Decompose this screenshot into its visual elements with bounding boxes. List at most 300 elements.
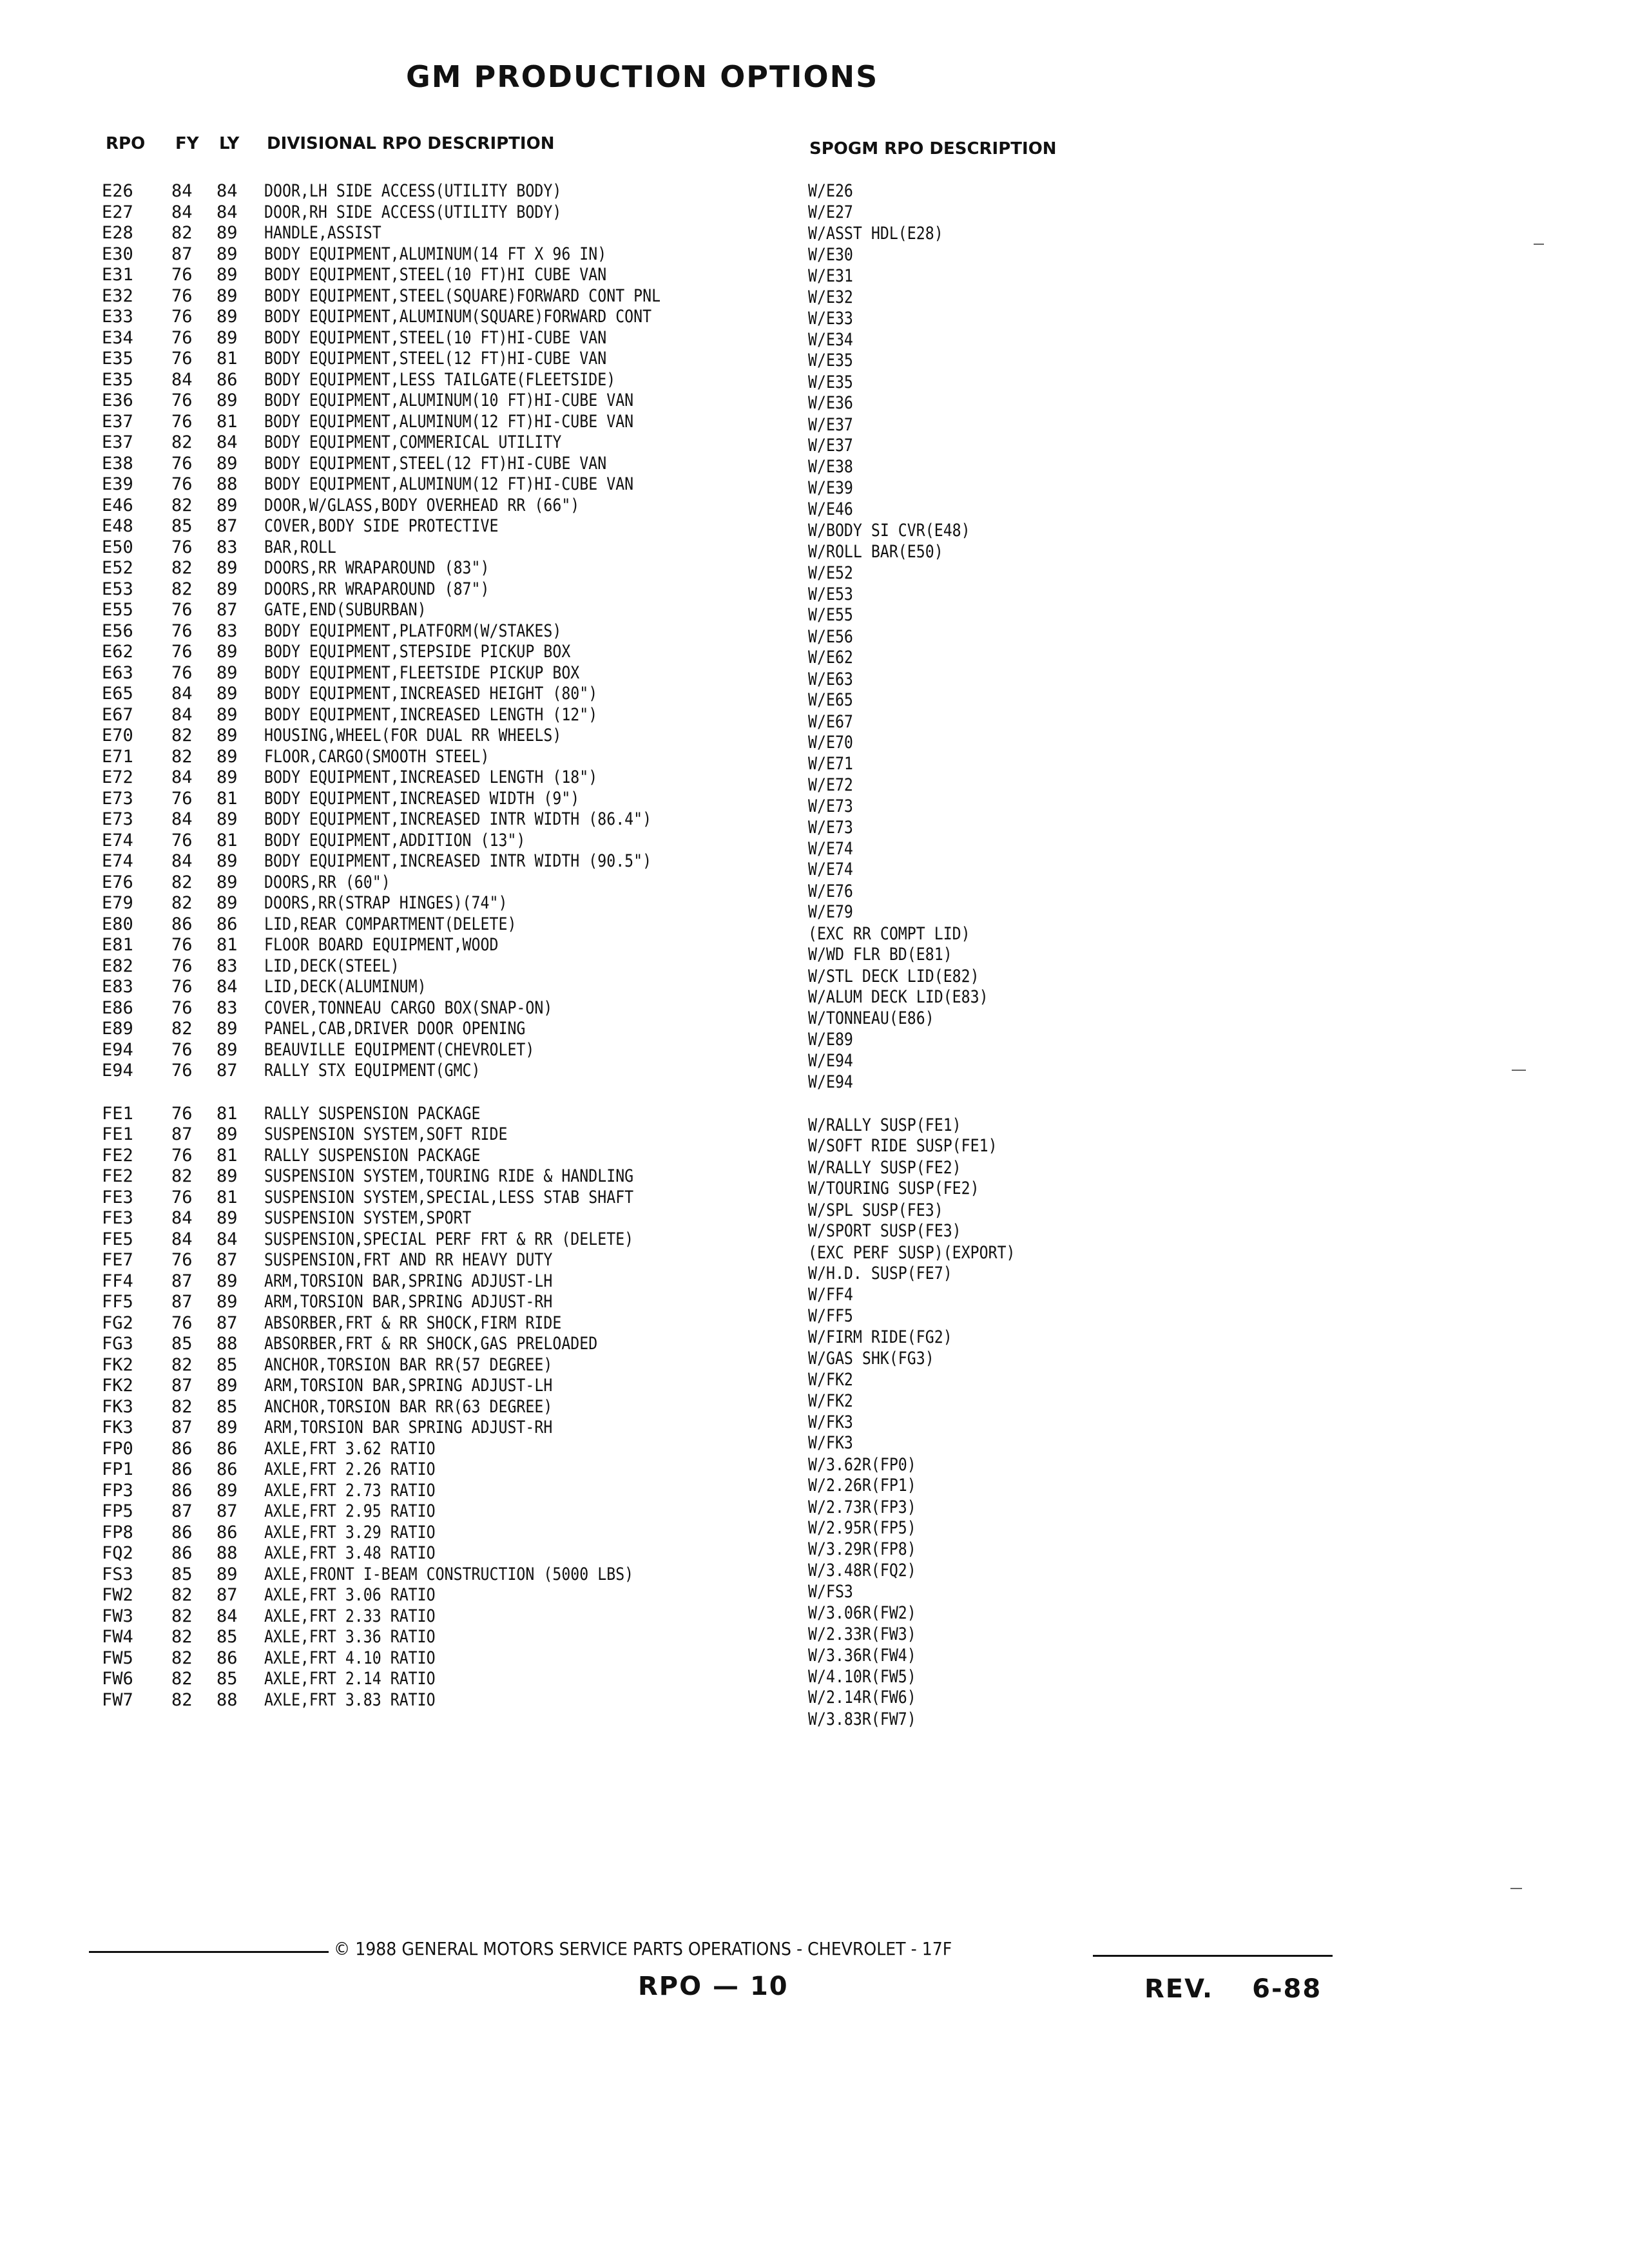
rpo-code: E86 [102, 998, 133, 1018]
spogm-description: W/E76 [808, 881, 853, 901]
first-year: 76 [171, 349, 193, 369]
first-year: 84 [171, 1229, 193, 1249]
divisional-description: BODY EQUIPMENT,INCREASED LENGTH (12") [264, 705, 598, 725]
last-year: 87 [217, 1585, 238, 1605]
spogm-description: W/E33 [808, 309, 853, 329]
spogm-description: W/E79 [808, 902, 853, 922]
spogm-description: W/2.26R(FP1) [808, 1475, 916, 1495]
first-year: 84 [171, 181, 193, 201]
first-year: 76 [171, 1250, 193, 1270]
divisional-description: BODY EQUIPMENT,STEEL(10 FT)HI CUBE VAN [264, 265, 607, 285]
rpo-code: FF4 [102, 1271, 133, 1291]
rpo-code: FP0 [102, 1439, 133, 1459]
divisional-description: DOOR,W/GLASS,BODY OVERHEAD RR (66") [264, 495, 580, 515]
last-year: 86 [217, 1439, 238, 1459]
rpo-code: FW3 [102, 1606, 133, 1626]
last-year: 86 [217, 1523, 238, 1542]
spogm-description: W/2.14R(FW6) [808, 1687, 916, 1707]
spogm-description: W/3.29R(FP8) [808, 1539, 916, 1559]
spogm-description: W/FF5 [808, 1306, 853, 1326]
last-year: 84 [217, 1606, 238, 1626]
scan-mark [1534, 244, 1544, 245]
table-row [0, 851, 1629, 879]
table-row [0, 579, 1629, 604]
spogm-description: W/E63 [808, 669, 853, 689]
divisional-description: BODY EQUIPMENT,INCREASED WIDTH (9") [264, 789, 580, 809]
table-row [0, 935, 1629, 965]
spogm-description: W/E27 [808, 202, 853, 222]
spogm-description: W/3.48R(FQ2) [808, 1561, 916, 1581]
last-year: 89 [217, 872, 238, 892]
divisional-description: GATE,END(SUBURBAN) [264, 600, 427, 620]
rpo-code: E37 [102, 432, 133, 452]
divisional-description: LID,DECK(ALUMINUM) [264, 977, 427, 997]
rpo-code: FE1 [102, 1124, 133, 1144]
last-year: 85 [217, 1627, 238, 1647]
first-year: 76 [171, 390, 193, 410]
first-year: 76 [171, 642, 193, 662]
rpo-code: E31 [102, 265, 133, 285]
rpo-code: E65 [102, 684, 133, 704]
first-year: 82 [171, 726, 193, 745]
table-row [0, 789, 1629, 816]
spogm-description: W/2.73R(FP3) [808, 1497, 916, 1517]
first-year: 76 [171, 1187, 193, 1207]
rpo-code: FQ2 [102, 1543, 133, 1563]
spogm-description: W/3.06R(FW2) [808, 1603, 916, 1623]
divisional-description: LID,DECK(STEEL) [264, 956, 400, 976]
divisional-description: ANCHOR,TORSION BAR RR(57 DEGREE) [264, 1355, 553, 1375]
table-row [0, 809, 1629, 838]
divisional-description: AXLE,FRT 4.10 RATIO [264, 1648, 436, 1668]
rpo-code: E28 [102, 223, 133, 243]
spogm-description: W/FIRM RIDE(FG2) [808, 1327, 952, 1347]
first-year: 82 [171, 1606, 193, 1626]
divisional-description: BODY EQUIPMENT,STEEL(SQUARE)FORWARD CONT PNL [264, 286, 661, 306]
first-year: 82 [171, 558, 193, 578]
last-year: 89 [217, 1019, 238, 1039]
last-year: 89 [217, 558, 238, 578]
spogm-description: W/E73 [808, 796, 853, 816]
last-year: 85 [217, 1397, 238, 1417]
first-year: 76 [171, 1313, 193, 1333]
spogm-description: W/H.D. SUSP(FE7) [808, 1264, 952, 1283]
first-year: 82 [171, 1669, 193, 1689]
first-year: 87 [171, 1418, 193, 1437]
divisional-description: BODY EQUIPMENT,ALUMINUM(12 FT)HI-CUBE VAN [264, 474, 634, 494]
divisional-description: DOORS,RR(STRAP HINGES)(74") [264, 893, 508, 913]
last-year: 89 [217, 684, 238, 704]
table-row [0, 349, 1629, 370]
spogm-description: W/WD FLR BD(E81) [808, 945, 952, 965]
divisional-description: BODY EQUIPMENT,COMMERICAL UTILITY [264, 432, 562, 452]
first-year: 76 [171, 998, 193, 1018]
spogm-description: W/STL DECK LID(E82) [808, 966, 979, 986]
rpo-code: E39 [102, 474, 133, 494]
first-year: 82 [171, 495, 193, 515]
rpo-code: FS3 [102, 1564, 133, 1584]
rpo-code: FK2 [102, 1376, 133, 1396]
last-year: 86 [217, 370, 238, 390]
rpo-code: E46 [102, 495, 133, 515]
first-year: 84 [171, 767, 193, 787]
spogm-description: W/ALUM DECK LID(E83) [808, 987, 988, 1007]
last-year: 89 [217, 705, 238, 725]
rpo-code: E71 [102, 747, 133, 767]
last-year: 89 [217, 1166, 238, 1186]
rpo-code: FP3 [102, 1481, 133, 1501]
last-year: 89 [217, 390, 238, 410]
first-year: 86 [171, 1439, 193, 1459]
first-year: 76 [171, 600, 193, 620]
last-year: 87 [217, 1313, 238, 1333]
rpo-code: E35 [102, 349, 133, 369]
rpo-code: E50 [102, 537, 133, 557]
last-year: 87 [217, 600, 238, 620]
spogm-description: W/E37 [808, 436, 853, 456]
last-year: 87 [217, 1250, 238, 1270]
spogm-description: W/E35 [808, 351, 853, 370]
divisional-description: DOORS,RR (60") [264, 872, 390, 892]
divisional-description: ABSORBER,FRT & RR SHOCK,FIRM RIDE [264, 1313, 562, 1333]
last-year: 89 [217, 726, 238, 745]
spogm-description: W/E38 [808, 457, 853, 477]
last-year: 89 [217, 1208, 238, 1228]
rpo-code: FK2 [102, 1355, 133, 1375]
table-row [0, 370, 1629, 391]
spogm-description: W/3.36R(FW4) [808, 1646, 916, 1666]
table-row [0, 600, 1629, 625]
divisional-description: DOORS,RR WRAPAROUND (87") [264, 579, 490, 599]
table-row [0, 998, 1629, 1028]
first-year: 76 [171, 789, 193, 809]
first-year: 76 [171, 1061, 193, 1081]
table-row [0, 245, 1629, 265]
divisional-description: AXLE,FRT 3.62 RATIO [264, 1439, 436, 1459]
last-year: 89 [217, 265, 238, 285]
column-header-fy: FY [175, 134, 199, 153]
divisional-description: BODY EQUIPMENT,PLATFORM(W/STAKES) [264, 621, 562, 641]
divisional-description: COVER,TONNEAU CARGO BOX(SNAP-ON) [264, 998, 553, 1018]
divisional-description: AXLE,FRT 2.73 RATIO [264, 1481, 436, 1501]
spogm-description: W/3.62R(FP0) [808, 1455, 916, 1475]
first-year: 76 [171, 1146, 193, 1166]
first-year: 76 [171, 831, 193, 850]
divisional-description: BODY EQUIPMENT,INCREASED LENGTH (18") [264, 767, 598, 787]
first-year: 84 [171, 809, 193, 829]
rpo-code: FE5 [102, 1229, 133, 1249]
divisional-description: BODY EQUIPMENT,ALUMINUM(14 FT X 96 IN) [264, 244, 607, 264]
first-year: 87 [171, 244, 193, 264]
rpo-code: E94 [102, 1061, 133, 1081]
divisional-description: SUSPENSION,FRT AND RR HEAVY DUTY [264, 1250, 553, 1270]
last-year: 89 [217, 893, 238, 913]
divisional-description: BODY EQUIPMENT,ADDITION (13") [264, 831, 526, 850]
rpo-code: E62 [102, 642, 133, 662]
last-year: 81 [217, 935, 238, 955]
spogm-description: W/SPL SUSP(FE3) [808, 1200, 943, 1220]
last-year: 87 [217, 1061, 238, 1081]
divisional-description: BEAUVILLE EQUIPMENT(CHEVROLET) [264, 1040, 535, 1060]
last-year: 89 [217, 1481, 238, 1501]
page-number: RPO — 10 [638, 1972, 789, 2001]
divisional-description: BAR,ROLL [264, 537, 336, 557]
rpo-code: E33 [102, 307, 133, 327]
scan-mark [1512, 1070, 1526, 1071]
first-year: 82 [171, 1627, 193, 1647]
rpo-code: E32 [102, 286, 133, 306]
revision-block [1144, 1974, 1322, 2004]
divisional-description: AXLE,FRT 3.36 RATIO [264, 1627, 436, 1647]
rpo-code: E83 [102, 977, 133, 997]
divisional-description: BODY EQUIPMENT,ALUMINUM(12 FT)HI-CUBE VAN [264, 412, 634, 432]
spogm-description: W/TONNEAU(E86) [808, 1008, 934, 1028]
spogm-description: W/FS3 [808, 1582, 853, 1602]
column-header-ly: LY [219, 134, 240, 153]
column-header-rpo: RPO [106, 134, 146, 153]
last-year: 85 [217, 1355, 238, 1375]
rpo-code: E72 [102, 767, 133, 787]
rpo-code: E74 [102, 831, 133, 850]
table-row [0, 1690, 1629, 1729]
first-year: 84 [171, 851, 193, 871]
divisional-description: DOOR,LH SIDE ACCESS(UTILITY BODY) [264, 181, 562, 201]
last-year: 89 [217, 223, 238, 243]
last-year: 89 [217, 1292, 238, 1312]
rpo-code: E38 [102, 454, 133, 474]
rpo-code: E73 [102, 789, 133, 809]
first-year: 82 [171, 893, 193, 913]
last-year: 89 [217, 579, 238, 599]
last-year: 81 [217, 789, 238, 809]
last-year: 83 [217, 956, 238, 976]
first-year: 87 [171, 1271, 193, 1291]
spogm-description: W/FK3 [808, 1412, 853, 1432]
table-row [0, 203, 1629, 224]
divisional-description: AXLE,FRT 3.48 RATIO [264, 1543, 436, 1563]
rpo-code: E52 [102, 558, 133, 578]
rpo-code: E55 [102, 600, 133, 620]
last-year: 89 [217, 767, 238, 787]
spogm-description: W/E34 [808, 330, 853, 350]
spogm-description: (EXC PERF SUSP)(EXPORT) [808, 1243, 1016, 1263]
first-year: 87 [171, 1292, 193, 1312]
divisional-description: BODY EQUIPMENT,INCREASED INTR WIDTH (86.4") [264, 809, 652, 829]
rpo-code: E89 [102, 1019, 133, 1039]
rpo-code: FP8 [102, 1523, 133, 1542]
first-year: 85 [171, 1334, 193, 1354]
divisional-description: FLOOR BOARD EQUIPMENT,WOOD [264, 935, 499, 955]
table-row [0, 705, 1629, 732]
column-header-spogm-description: SPOGM RPO DESCRIPTION [809, 139, 1057, 159]
rpo-code: E26 [102, 181, 133, 201]
spogm-description: W/FK2 [808, 1370, 853, 1390]
table-row [0, 433, 1629, 454]
last-year: 81 [217, 412, 238, 432]
rpo-code: E79 [102, 893, 133, 913]
spogm-description: W/E26 [808, 181, 853, 201]
rpo-code: E76 [102, 872, 133, 892]
table-row [0, 977, 1629, 1007]
last-year: 89 [217, 1564, 238, 1584]
first-year: 82 [171, 1690, 193, 1710]
spogm-description: W/RALLY SUSP(FE1) [808, 1115, 961, 1135]
last-year: 86 [217, 1648, 238, 1668]
last-year: 81 [217, 349, 238, 369]
last-year: 89 [217, 663, 238, 683]
first-year: 82 [171, 747, 193, 767]
spogm-description: W/BODY SI CVR(E48) [808, 521, 970, 541]
divisional-description: AXLE,FRT 2.14 RATIO [264, 1669, 436, 1689]
first-year: 82 [171, 1355, 193, 1375]
spogm-description: W/TOURING SUSP(FE2) [808, 1178, 979, 1198]
first-year: 76 [171, 537, 193, 557]
spogm-description: W/SPORT SUSP(FE3) [808, 1221, 961, 1241]
rpo-code: E53 [102, 579, 133, 599]
divisional-description: AXLE,FRT 2.26 RATIO [264, 1459, 436, 1479]
table-row [0, 726, 1629, 753]
first-year: 87 [171, 1124, 193, 1144]
rpo-code: E73 [102, 809, 133, 829]
table-row [0, 767, 1629, 795]
rpo-code: FF5 [102, 1292, 133, 1312]
last-year: 88 [217, 1543, 238, 1563]
last-year: 88 [217, 474, 238, 494]
divisional-description: DOOR,RH SIDE ACCESS(UTILITY BODY) [264, 202, 562, 222]
last-year: 89 [217, 454, 238, 474]
table-row [0, 663, 1629, 689]
divisional-description: AXLE,FRT 2.95 RATIO [264, 1501, 436, 1521]
last-year: 87 [217, 1501, 238, 1521]
first-year: 84 [171, 684, 193, 704]
divisional-description: SUSPENSION SYSTEM,SOFT RIDE [264, 1124, 508, 1144]
last-year: 83 [217, 621, 238, 641]
first-year: 76 [171, 454, 193, 474]
first-year: 82 [171, 1397, 193, 1417]
first-year: 76 [171, 1040, 193, 1060]
spogm-description: W/E39 [808, 478, 853, 498]
divisional-description: SUSPENSION SYSTEM,SPECIAL,LESS STAB SHAFT [264, 1187, 634, 1207]
spogm-description: W/E31 [808, 266, 853, 286]
rpo-code: E94 [102, 1040, 133, 1060]
revision-label: REV. [1144, 1974, 1214, 2004]
divisional-description: HOUSING,WHEEL(FOR DUAL RR WHEELS) [264, 726, 562, 745]
scan-mark [1510, 1888, 1522, 1889]
spogm-description: W/E56 [808, 627, 853, 647]
last-year: 88 [217, 1334, 238, 1354]
last-year: 89 [217, 1040, 238, 1060]
last-year: 81 [217, 831, 238, 850]
first-year: 86 [171, 1459, 193, 1479]
divisional-description: BODY EQUIPMENT,ALUMINUM(SQUARE)FORWARD CONT [264, 307, 652, 327]
spogm-description: W/E74 [808, 860, 853, 879]
first-year: 76 [171, 328, 193, 348]
table-row [0, 537, 1629, 562]
rpo-code: E34 [102, 328, 133, 348]
spogm-description: W/FK2 [808, 1391, 853, 1411]
first-year: 86 [171, 1543, 193, 1563]
first-year: 84 [171, 202, 193, 222]
spogm-description: W/E62 [808, 648, 853, 668]
rpo-code: FW2 [102, 1585, 133, 1605]
spogm-description: W/E94 [808, 1072, 853, 1092]
rpo-code: FE1 [102, 1104, 133, 1124]
rpo-code: E48 [102, 516, 133, 536]
last-year: 89 [217, 286, 238, 306]
table-row [0, 872, 1629, 901]
spogm-description: W/E55 [808, 605, 853, 625]
rpo-code: E70 [102, 726, 133, 745]
first-year: 82 [171, 1648, 193, 1668]
last-year: 89 [217, 642, 238, 662]
table-row [0, 956, 1629, 986]
spogm-description: W/2.95R(FP5) [808, 1518, 916, 1538]
divisional-description: ABSORBER,FRT & RR SHOCK,GAS PRELOADED [264, 1334, 598, 1354]
table-row [0, 893, 1629, 922]
last-year: 88 [217, 1690, 238, 1710]
rpo-code: FE3 [102, 1208, 133, 1228]
divisional-description: RALLY SUSPENSION PACKAGE [264, 1104, 481, 1124]
rpo-code: E82 [102, 956, 133, 976]
first-year: 76 [171, 286, 193, 306]
spogm-description: W/E74 [808, 839, 853, 859]
table-row [0, 558, 1629, 583]
last-year: 89 [217, 328, 238, 348]
table-row [0, 516, 1629, 541]
rpo-code: FK3 [102, 1397, 133, 1417]
divisional-description: BODY EQUIPMENT,STEEL(12 FT)HI-CUBE VAN [264, 349, 607, 369]
spogm-description: W/E52 [808, 563, 853, 583]
first-year: 85 [171, 1564, 193, 1584]
last-year: 87 [217, 516, 238, 536]
footer-copyright: © 1988 GENERAL MOTORS SERVICE PARTS OPERATIONS - CHEVROLET - 17F [334, 1938, 952, 1959]
first-year: 82 [171, 579, 193, 599]
spogm-description: W/3.83R(FW7) [808, 1709, 916, 1729]
rpo-code: FE7 [102, 1250, 133, 1270]
last-year: 89 [217, 1376, 238, 1396]
spogm-description: (EXC RR COMPT LID) [808, 924, 970, 944]
divisional-description: ANCHOR,TORSION BAR RR(63 DEGREE) [264, 1397, 553, 1417]
last-year: 84 [217, 432, 238, 452]
last-year: 89 [217, 1418, 238, 1437]
divisional-description: AXLE,FRT 3.83 RATIO [264, 1690, 436, 1710]
rpo-code: FP5 [102, 1501, 133, 1521]
last-year: 89 [217, 495, 238, 515]
divisional-description: ARM,TORSION BAR,SPRING ADJUST-LH [264, 1376, 553, 1396]
first-year: 82 [171, 872, 193, 892]
table-row [0, 287, 1629, 307]
rpo-code: FG2 [102, 1313, 133, 1333]
divisional-description: LID,REAR COMPARTMENT(DELETE) [264, 914, 517, 934]
footer-rule-left [89, 1951, 329, 1953]
table-row [0, 265, 1629, 286]
last-year: 81 [217, 1104, 238, 1124]
divisional-description: BODY EQUIPMENT,STEPSIDE PICKUP BOX [264, 642, 571, 662]
spogm-description: W/FF4 [808, 1285, 853, 1305]
last-year: 83 [217, 998, 238, 1018]
first-year: 76 [171, 956, 193, 976]
first-year: 76 [171, 474, 193, 494]
last-year: 89 [217, 307, 238, 327]
last-year: 84 [217, 202, 238, 222]
first-year: 76 [171, 935, 193, 955]
spogm-description: W/ASST HDL(E28) [808, 224, 943, 244]
rpo-code: FW7 [102, 1690, 133, 1710]
spogm-description: W/E46 [808, 499, 853, 519]
spogm-description: W/GAS SHK(FG3) [808, 1349, 934, 1369]
last-year: 89 [217, 851, 238, 871]
rpo-code: FG3 [102, 1334, 133, 1354]
